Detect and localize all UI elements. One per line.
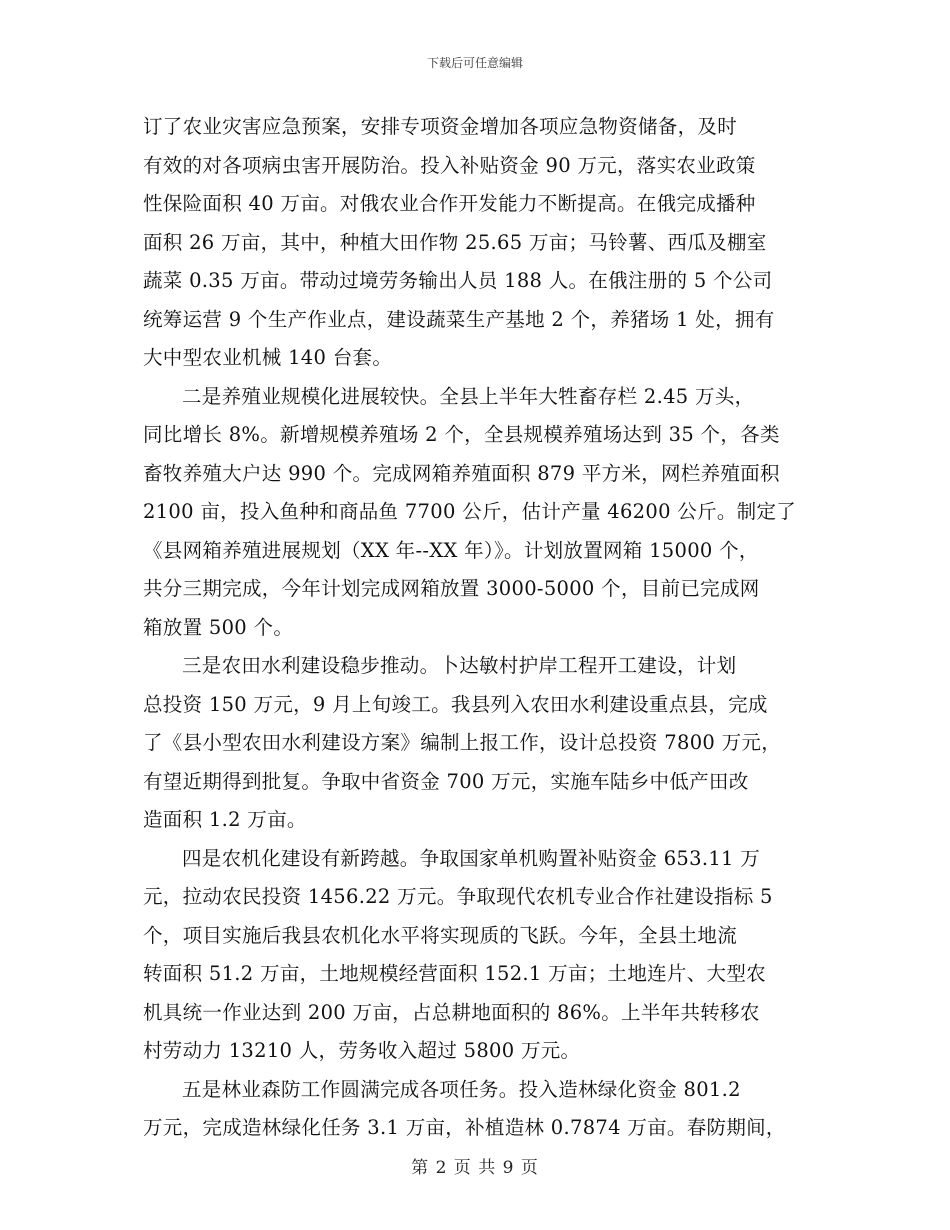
text-line: 共分三期完成，今年计划完成网箱放置 3000-5000 个，目前已完成网 xyxy=(143,577,760,600)
text-line: 村劳动力 13210 人，劳务收入超过 5800 万元。 xyxy=(143,1039,581,1062)
text-line: 转面积 51.2 万亩，土地规模经营面积 152.1 万亩；土地连片、大型农 xyxy=(143,962,766,985)
text-line: 面积 26 万亩，其中，种植大田作物 25.65 万亩；马铃薯、西瓜及棚室 xyxy=(143,230,767,254)
text-line: 了《县小型农田水利建设方案》编制上报工作，设计总投资 7800 万元， xyxy=(143,731,782,754)
text-line: 同比增长 8%。新增规模养殖场 2 个，全县规模养殖场达到 35 个，各类 xyxy=(143,423,780,446)
text-line: 个，项目实施后我县农机化水平将实现质的飞跃。今年，全县土地流 xyxy=(143,923,738,947)
text-line: 统筹运营 9 个生产作业点，建设蔬菜生产基地 2 个，养猪场 1 处，拥有 xyxy=(143,307,775,331)
text-line: 元，拉动农民投资 1456.22 万元。争取现代农机专业合作社建设指标 5 xyxy=(143,885,773,908)
text-line: 造面积 1.2 万亩。 xyxy=(143,808,307,831)
page-header: 下载后可任意编辑 xyxy=(426,56,523,70)
text-line: 有望近期得到批复。争取中省资金 700 万元，实施车陆乡中低产田改 xyxy=(143,769,749,793)
page-number-footer: 第 2 页 共 9 页 xyxy=(411,1158,539,1178)
document-body xyxy=(143,108,823,1148)
text-line: 大中型农业机械 140 台套。 xyxy=(143,346,393,369)
text-line: 性保险面积 40 万亩。对俄农业合作开发能力不断提高。在俄完成播种 xyxy=(143,192,756,215)
text-line: 箱放置 500 个。 xyxy=(143,615,294,639)
text-line: 总投资 150 万元，9 月上旬竣工。我县列入农田水利建设重点县，完成 xyxy=(143,692,768,716)
paragraph-first-line: 四是农机化建设有新跨越。争取国家单机购置补贴资金 653.11 万 xyxy=(182,846,761,870)
text-line: 蔬菜 0.35 万亩。带动过境劳务输出人员 188 人。在俄注册的 5 个公司 xyxy=(143,269,773,292)
text-line: 机具统一作业达到 200 万亩，占总耕地面积的 86%。上半年共转移农 xyxy=(143,1000,760,1024)
text-line: 订了农业灾害应急预案，安排专项资金增加各项应急物资储备，及时 xyxy=(143,115,738,138)
paragraph-first-line: 二是养殖业规模化进展较快。全县上半年大牲畜存栏 2.45 万头， xyxy=(182,384,755,408)
text-line: 万元，完成造林绿化任务 3.1 万亩，补植造林 0.7874 万亩。春防期间， xyxy=(143,1116,786,1139)
paragraph-first-line: 三是农田水利建设稳步推动。卜达敏村护岸工程开工建设，计划 xyxy=(182,654,737,677)
text-line: 畜牧养殖大户达 990 个。完成网箱养殖面积 879 平方米，网栏养殖面积 xyxy=(143,461,780,485)
paragraph-first-line: 五是林业森防工作圆满完成各项任务。投入造林绿化资金 801.2 xyxy=(182,1077,741,1101)
text-line: 2100 亩，投入鱼种和商品鱼 7700 公斤，估计产量 46200 公斤。制定了 xyxy=(143,500,797,523)
text-line: 《县网箱养殖进展规划（XX 年--XX 年）》。计划放置网箱 15000 个， xyxy=(143,538,759,562)
text-line: 有效的对各项病虫害开展防治。投入补贴资金 90 万元，落实农业政策 xyxy=(143,153,756,177)
